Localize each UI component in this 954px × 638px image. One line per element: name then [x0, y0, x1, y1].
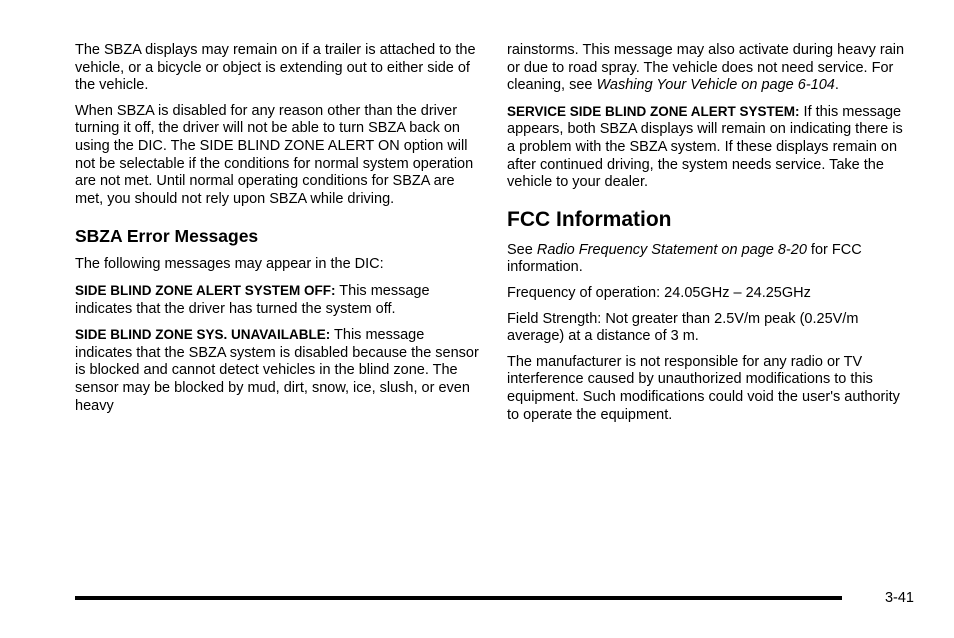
service-sbza-label: SERVICE SIDE BLIND ZONE ALERT SYSTEM:: [507, 103, 800, 119]
sys-unavailable-text: This message indicates that the SBZA system is disabled because the sensor is blocked and cannot detect vehicles in the blind zone. The sensor may be blocked by mud, dirt, snow, ice, slush, or even heavy: [75, 327, 479, 414]
page-number: 3-41: [884, 590, 914, 606]
rainstorms-end: .: [834, 77, 839, 94]
system-off-text: This message indicates that the driver has turned the system off.: [75, 282, 430, 317]
manufacturer-paragraph: The manufacturer is not responsible for any radio or TV interference caused by unauthorized modifications to this equipment. Such modifications could void the user's authority to operate the equipment.: [507, 353, 900, 423]
washing-vehicle-reference: Washing Your Vehicle on page 6-104: [596, 77, 835, 94]
rainstorms-text: rainstorms. This message may also activate during heavy rain or due to road spray. The vehicle does not need service. For cleaning, see: [507, 42, 905, 94]
fcc-see-prefix: See: [507, 241, 537, 258]
left-column: [75, 42, 480, 423]
sbza-disabled-paragraph: When SBZA is disabled for any reason other than the driver turning it off, the driver will not be able to turn SBZA back on using the DIC. The SIDE BLIND ZONE ALERT ON option will not be selectable if the conditions for normal system operation are not met. Until normal operating conditions for SBZA are met, you should not rely upon SBZA while driving.: [75, 102, 474, 207]
sys-unavailable-label: SIDE BLIND ZONE SYS. UNAVAILABLE:: [75, 327, 331, 343]
right-column: [507, 42, 912, 432]
trailer-paragraph: The SBZA displays may remain on if a trailer is attached to the vehicle, or a bicycle or object is extending out to either side of the vehicle.: [75, 42, 476, 94]
footer-rule: [75, 596, 842, 600]
radio-frequency-reference: Radio Frequency Statement on page 8-20: [536, 241, 807, 258]
service-sbza-text: If this message appears, both SBZA displays will remain on indicating there is a problem with the SBZA system. If these displays remain on after continued driving, the system needs service. Take the vehicle to your dealer.: [507, 103, 903, 191]
service-sbza-message: [507, 103, 912, 192]
sys-unavailable-message: [75, 326, 480, 415]
fcc-see-paragraph: [507, 242, 912, 277]
field-strength-paragraph: Field Strength: Not greater than 2.5V/m peak (0.25V/m average) at a distance of 3 m.: [507, 310, 859, 345]
dic-messages-intro: The following messages may appear in the DIC:: [75, 256, 384, 273]
system-off-label: SIDE BLIND ZONE ALERT SYSTEM OFF:: [75, 282, 336, 298]
sbza-error-messages-heading: SBZA Error Messages: [75, 226, 259, 247]
rainstorms-paragraph: [507, 42, 912, 95]
fcc-see-suffix: for FCC information.: [507, 241, 862, 276]
fcc-information-heading: FCC Information: [507, 207, 672, 231]
system-off-message: [75, 282, 480, 318]
frequency-paragraph: Frequency of operation: 24.05GHz – 24.25GHz: [507, 284, 811, 301]
